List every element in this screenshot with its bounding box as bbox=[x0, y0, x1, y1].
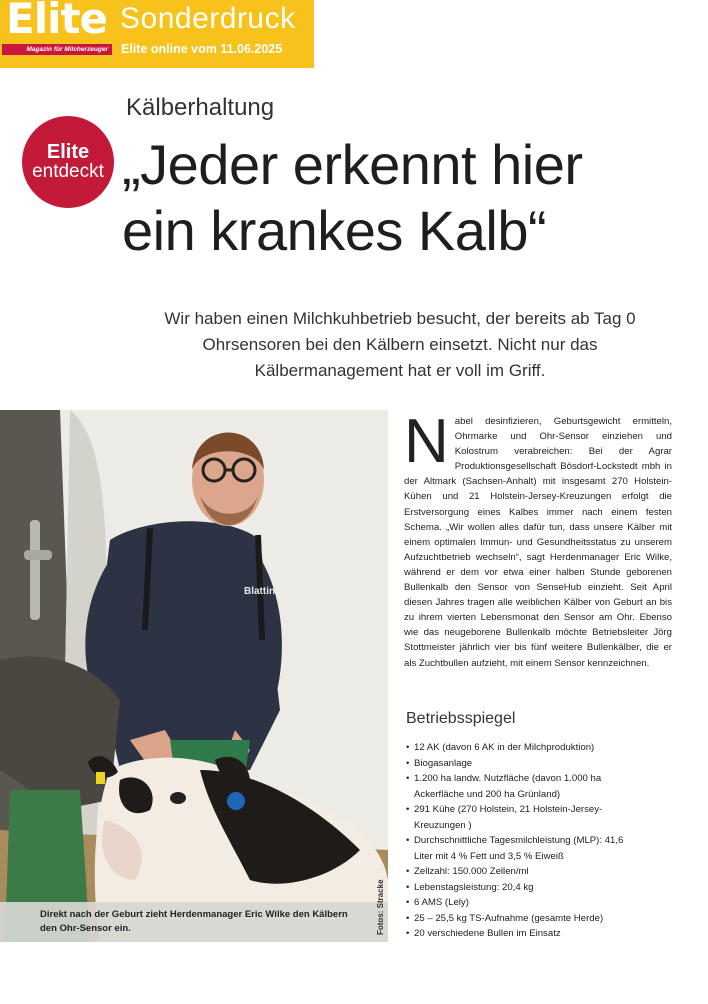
fact-item: • 25 – 25,5 kg TS-Aufnahme (gesamte Herde) bbox=[406, 911, 678, 927]
betriebsspiegel-list bbox=[406, 740, 678, 942]
fact-item: • Lebenstagsleistung: 20,4 kg bbox=[406, 880, 678, 896]
photo-caption: Direkt nach der Geburt zieht Herdenmanager Eric Wilke den Kälbern den Ohr-Sensor ein. bbox=[40, 909, 348, 934]
door-handle-icon bbox=[30, 520, 40, 620]
fact-item: • 291 Kühe (270 Holstein, 21 Holstein-Jersey-Kreuzungen ) bbox=[406, 804, 603, 831]
bullet-icon: • bbox=[406, 804, 410, 815]
bullet-icon: • bbox=[406, 773, 410, 784]
fact-item: • Durchschnittliche Tagesmilchleistung (MLP): 41,6 Liter mit 4 % Fett und 3,5 % Eiweiß bbox=[406, 835, 624, 862]
elite-entdeckt-badge bbox=[22, 116, 114, 208]
bullet-icon: • bbox=[406, 757, 410, 769]
logo-tagline: Magazin für Milcherzeuger bbox=[2, 44, 112, 55]
shirt-logo: Blattin bbox=[244, 586, 276, 597]
body-paragraph: abel desinfizieren, Geburtsgewicht ermitteln, Ohrmarke und Ohr-Sensor einziehen und Kolostrum verabreichen: Bei der Agrar Produktionsgesellschaft Bösdorf-Lockstedt mbh in der Altmark (Sachsen-Anhalt) mit insgesamt 270 Holstein-Kühen und 21 Holstein-Jersey-Kreuzungen erfolgt die Erstversorgung eines Kalbes immer nach einem festen Schema. „Wir wollen alles dafür tun, dass unsere Kälber mit einem optimalen Immun- und Gesundheitsstatus zu unserem Aufzuchtbetrieb wechseln“, sagt Herdenmanager Eric Wilke, während er dem vor etwa einer halben Stunde geborenen Bullenkalb den Sensor von SenseHub einzieht. Seit April diesen Jahres tragen alle weiblichen Kälber von Geburt an bis zu ihrem vierten Lebensmonat den Sensor am Ohr. Ebenso wie das neugeborene Bullenkalb möchte Betriebsleiter Jörg Stottmeister jährlich vier bis fünf weitere Bullenkälber, die er als Zuchtbullen aufzieht, mit einem Sensor kennzeichnen. bbox=[404, 416, 672, 669]
article-lead: Wir haben einen Milchkuhbetrieb besucht, der bereits ab Tag 0 Ohrsensoren bei den Kälbern einsetzt. Nicht nur das Kälbermanagement hat er voll im Griff. bbox=[164, 309, 636, 380]
bullet-icon: • bbox=[406, 866, 410, 877]
badge-line-1: Elite bbox=[46, 141, 90, 163]
article-photo bbox=[0, 410, 388, 942]
headline-line-1: „Jeder erkennt hier bbox=[122, 133, 583, 196]
logo-wordmark: Elite bbox=[6, 0, 108, 43]
dropcap: N bbox=[404, 407, 449, 476]
article-body bbox=[404, 407, 672, 671]
elite-logo[interactable] bbox=[0, 0, 116, 60]
edition-label: Sonderdruck bbox=[120, 2, 296, 35]
photo-illustration bbox=[0, 410, 388, 942]
fact-item: • 1.200 ha landw. Nutzfläche (davon 1.000 ha Ackerfläche und 200 ha Grünland) bbox=[406, 773, 602, 800]
header-badge bbox=[0, 0, 314, 68]
bullet-icon: • bbox=[406, 835, 410, 846]
bullet-icon: • bbox=[406, 881, 410, 893]
fact-item: • Biogasanlage bbox=[406, 756, 678, 772]
photo-credit: Fotos: Stracke bbox=[376, 879, 385, 935]
ear-sensor-icon bbox=[227, 792, 245, 810]
badge-line-2: entdeckt bbox=[32, 161, 104, 182]
fact-item: • 6 AMS (Lely) bbox=[406, 895, 678, 911]
article-kicker: Kälberhaltung bbox=[126, 94, 275, 121]
bullet-icon: • bbox=[406, 897, 410, 908]
bullet-icon: • bbox=[406, 912, 410, 924]
article-headline bbox=[122, 132, 702, 264]
betriebsspiegel-heading: Betriebsspiegel bbox=[406, 710, 516, 727]
edition-date: Elite online vom 11.06.2025 bbox=[121, 42, 283, 56]
bullet-icon: • bbox=[406, 928, 410, 939]
bullet-icon: • bbox=[406, 742, 410, 753]
headline-line-2: ein krankes Kalb“ bbox=[122, 199, 547, 262]
fact-item: • Zellzahl: 150.000 Zellen/ml bbox=[406, 864, 678, 880]
fact-item: • 12 AK (davon 6 AK in der Milchproduktion) bbox=[406, 740, 678, 756]
fact-item: • 20 verschiedene Bullen im Einsatz bbox=[406, 926, 678, 942]
